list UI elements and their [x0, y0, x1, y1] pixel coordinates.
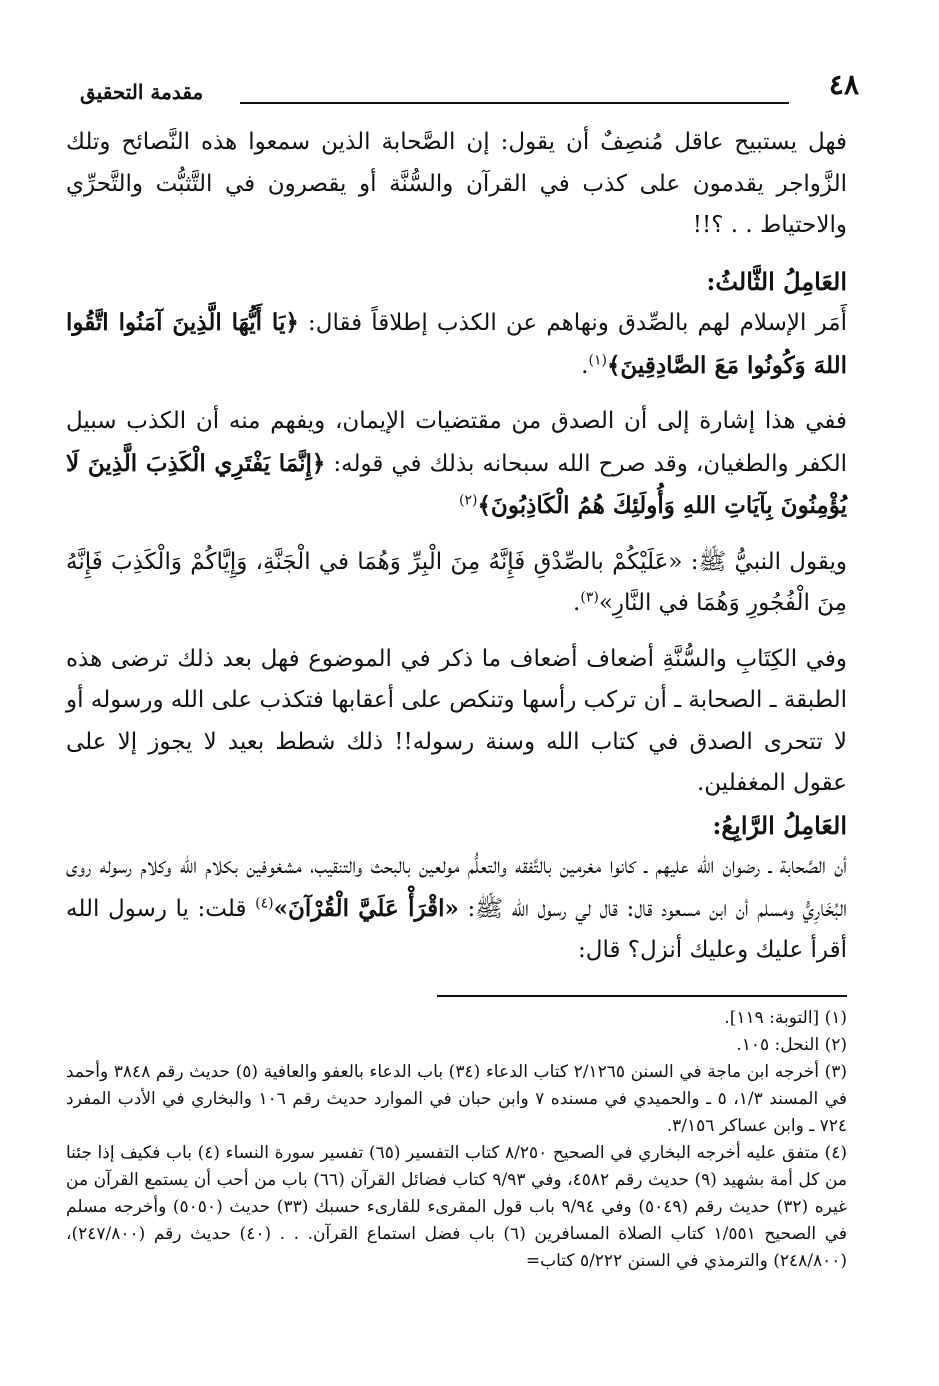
footnote-ref: (٤)	[255, 894, 274, 911]
footnote-ref: (١)	[588, 351, 607, 368]
paragraph	[66, 401, 847, 528]
footnote: (١) [التوبة: ١١٩].	[724, 1008, 847, 1028]
footnote: (٢) النحل: ١٠٥.	[736, 1035, 847, 1055]
text-run: .	[573, 590, 581, 616]
text-run: أَمَر الإسلام لهم بالصِّدق ونهاهم عن الكذب إطلاقاً فقال:	[308, 310, 847, 336]
paragraph: فهل يستبيح عاقل مُنصِفٌ أن يقول: إن الصَّحابة الذين سمعوا هذه النَّصائح وتلك الزَّواجر يقدمون على كذب في القرآن والسُّنَّة أو يقصرون في التَّثبُّت والتَّحرِّي والاحتياط . . ؟!!	[66, 129, 847, 238]
hadith-quote: «عَلَيْكُمْ بالصِّدْقِ فَإِنَّهُ مِنَ الْبِرِّ وَهُمَا في الْجَنَّةِ، وَإِيَّاكُمْ وَالْكَذِبَ فَإِنَّهُ مِنَ الْفُجُورِ وَهُمَا في النَّارِ»	[66, 548, 847, 616]
main-text	[66, 122, 847, 972]
quran-verse: ﴿يَا أَيُّهَا الَّذِينَ آمَنُوا اتَّقُوا اللهَ وَكُونُوا مَعَ الصَّادِقِينَ﴾	[66, 309, 847, 379]
footnote: (٤) متفق عليه أخرجه البخاري في الصحيح ٨/٢٥٠ كتاب التفسير (٦٥) تفسير سورة النساء (٤) باب فكيف إذا جئنا من كل أمة بشهيد (٩) حديث رقم ٤٥٨٢، وفي ٩/٩٣ كتاب فضائل القرآن (٦٦) باب من أحب أن يستمع القرآن من غيره (٣٢) حديث رقم (٥٠٤٩) وفي ٩/٩٤ باب قول المقرىء للقارىء حسبك (٣٣) حديث (٥٠٥٠) وأخرجه مسلم في الصحيح ١/٥٥١ كتاب الصلاة المسافرين (٦) باب فضل استماع القرآن. . . (٤٠) حديث رقم (٢٤٧/٨٠٠)، (٢٤٨/٨٠٠) والترمذي في السنن ٥/٢٢٢ كتاب=	[66, 1143, 848, 1271]
text-run: قلت: يا رسول الله أقرأ عليك وعليك أنزل؟ قال:	[66, 895, 847, 963]
section-heading: العَامِلُ الثَّالثُ:	[706, 266, 847, 296]
paragraph	[66, 846, 847, 972]
footnote-ref: (٢)	[458, 492, 478, 509]
running-title: مقدمة التحقيق	[80, 80, 204, 104]
hadith-quote: «اقْرَأْ عَلَيَّ الْقُرْآنَ»	[273, 894, 459, 922]
footnote-ref: (٣)	[580, 589, 599, 606]
text-run: .	[581, 352, 589, 379]
page-header	[60, 68, 879, 108]
text-run: أن الصَّحابة ـ رضوان الله عليهم ـ كانوا مغرمين بالتَّفقه والتعلُّم مولعين بالبحث والتنقيب، مشغوفين بكلام الله وكلام رسوله روى البُخَارِيُّ ومسلم أن ابن مسعود قال: قال لي رسول الله ﷺ:	[66, 853, 847, 922]
header-rule	[240, 102, 789, 104]
paragraph	[66, 302, 847, 387]
footnote: (٣) أخرجه ابن ماجة في السنن ٢/١٢٦٥ كتاب الدعاء (٣٤) باب الدعاء بالعفو والعافية (٥) حديث رقم ٣٨٤٨ وأحمد في المسند ١/٣، ٥ ـ والحميدي في مسنده ٧ وابن حبان في الموارد حديث رقم ١٠٦ والبخاري في الأدب المفرد ٧٢٤ ـ وابن عساكر ٣/١٥٦.	[66, 1062, 847, 1136]
text-run: ويقول النبيُّ ﷺ:	[690, 548, 848, 575]
footnote-separator	[437, 995, 847, 997]
text-run: ففي هذا إشارة إلى أن الصدق من مقتضيات الإيمان، ويفهم منه أن الكذب سبيل الكفر والطغيان، وقد صرح الله سبحانه بذلك في قوله:	[66, 408, 848, 477]
paragraph: وفي الكِتَابِ والسُّنَّةِ أضعاف أضعاف ما ذكر في الموضوع فهل بعد ذلك ترضى هذه الطبقة ـ الصحابة ـ أن تركب رأسها وتنكص على أعقابها فتكذب على الله ورسوله أو لا تتحرى الصدق في كتاب الله وسنة رسوله!! ذلك شطط بعيد لا يجوز إلا على عقول المغفلين.	[66, 645, 848, 796]
footnotes	[66, 1005, 847, 1275]
quran-verse: ﴿إِنَّمَا يَفْتَرِي الْكَذِبَ الَّذِينَ لَا يُؤْمِنُونَ بِآيَاتِ اللهِ وَأُولَئِكَ هُمُ الْكَاذِبُونَ﴾	[66, 449, 847, 519]
page-number: ٤٨	[828, 68, 859, 101]
paragraph	[66, 542, 847, 625]
section-heading: العَامِلُ الرَّابِعُ:	[712, 810, 847, 840]
